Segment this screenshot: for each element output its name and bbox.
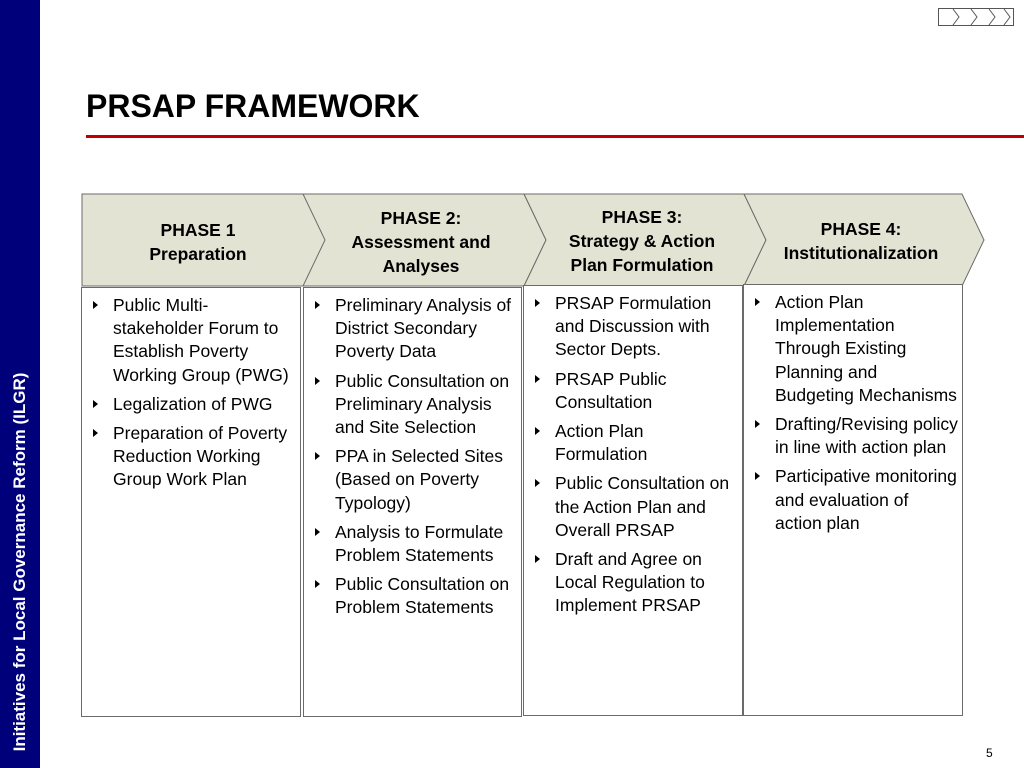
page-number: 5 (986, 746, 993, 760)
list-item: Draft and Agree on Local Regulation to Implement PRSAP (524, 548, 742, 618)
phase-3-heading (544, 205, 740, 277)
list-item: Preparation of Poverty Reduction Working Group Work Plan (82, 422, 300, 492)
slide-title: PRSAP FRAMEWORK (86, 88, 420, 124)
list-item: Legalization of PWG (82, 393, 300, 416)
phase-4-heading-line: Institutionalization (783, 243, 939, 263)
phase-3-list (524, 286, 742, 618)
list-item: Drafting/Revising policy in line with action plan (744, 413, 962, 459)
phase-4-heading-line: PHASE 4: (820, 219, 902, 239)
list-item: PPA in Selected Sites (Based on Poverty Typology) (304, 445, 521, 515)
phase-1-heading-line: PHASE 1 (160, 220, 236, 240)
phase-4-column (743, 284, 963, 716)
phase-4-list (744, 285, 962, 535)
phase-2-heading-line: Assessment and (351, 232, 491, 252)
list-item: Public Consultation on Preliminary Analysis and Site Selection (304, 370, 521, 440)
list-item: PRSAP Public Consultation (524, 368, 742, 414)
list-item: Participative monitoring and evaluation of action plan (744, 465, 962, 535)
phase-2-list (304, 288, 521, 620)
list-item: Action Plan Implementation Through Existing Planning and Budgeting Mechanisms (744, 291, 962, 407)
phase-1-heading-line: Preparation (149, 244, 247, 264)
phase-2-heading-line: PHASE 2: (380, 208, 462, 228)
phase-2-heading-line: Analyses (382, 256, 460, 276)
phase-2-column (303, 287, 522, 717)
phase-4-heading (762, 217, 960, 265)
list-item: Action Plan Formulation (524, 420, 742, 466)
list-item: Preliminary Analysis of District Secondary Poverty Data (304, 294, 521, 364)
list-item: Public Consultation on Problem Statements (304, 573, 521, 619)
list-item: Public Consultation on the Action Plan and Overall PRSAP (524, 472, 742, 542)
phase-3-heading-line: Plan Formulation (570, 255, 714, 275)
list-item: Analysis to Formulate Problem Statements (304, 521, 521, 567)
sidebar-title: Initiatives for Local Governance Reform (ILGR) (10, 372, 29, 752)
phase-1-column (81, 287, 301, 717)
phase-3-heading-line: Strategy & Action (568, 231, 716, 251)
phase-3-heading-line: PHASE 3: (601, 207, 683, 227)
list-item: Public Multi-stakeholder Forum to Establish Poverty Working Group (PWG) (82, 294, 300, 387)
phase-1-heading (92, 218, 304, 266)
phase-2-heading (322, 206, 520, 278)
list-item: PRSAP Formulation and Discussion with Sector Depts. (524, 292, 742, 362)
phase-3-column (523, 285, 743, 716)
phase-1-list (82, 288, 300, 492)
